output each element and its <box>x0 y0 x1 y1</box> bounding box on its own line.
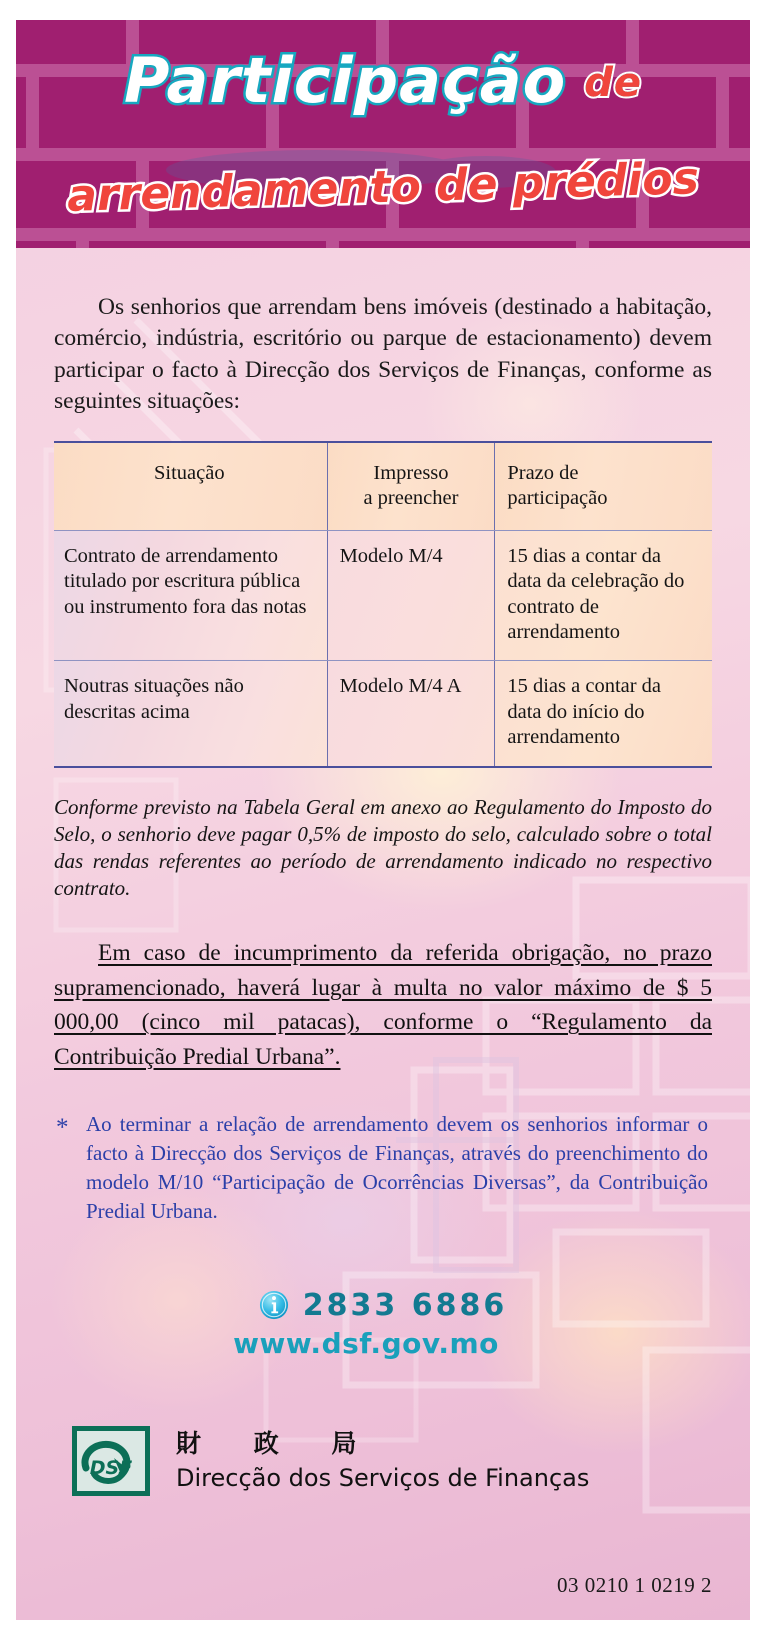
table-header-row <box>54 442 712 530</box>
table-row <box>54 530 712 661</box>
banner-title-wrap <box>16 20 750 248</box>
column-header-prazo-line1: Prazo de <box>507 462 579 484</box>
reference-code: 03 0210 1 0219 2 <box>557 1573 712 1597</box>
column-header-situacao: Situação <box>54 442 327 530</box>
info-circle-icon <box>259 1290 289 1320</box>
intro-paragraph: Os senhorios que arrendam bens imóveis (destinado a habitação, comércio, indústria, escritório ou parque de estacionamento) devem participar o facto à Direcção dos Serviços de Finanças, conforme as seguintes situações: <box>54 294 712 414</box>
poster-frame <box>16 20 750 1620</box>
footer-org-block <box>72 1426 750 1496</box>
phone-number[interactable]: 2833 6886 <box>302 1287 508 1323</box>
cell-impresso: Modelo M/4 A <box>327 661 495 767</box>
column-header-prazo-line2: participação <box>507 487 608 510</box>
poster-title-main <box>16 44 750 117</box>
svg-text:DSF: DSF <box>89 1456 133 1479</box>
cell-prazo: 15 dias a contar da data da celebração do contrato de arrendamento <box>495 530 712 661</box>
stamp-duty-note: Conforme previsto na Tabela Geral em anexo ao Regulamento do Imposto do Selo, o senhorio deve pagar 0,5% de imposto do selo, calculado sobre o total das rendas referentes ao período de arrendamento indicado no respectivo contrato. <box>54 794 712 900</box>
column-header-impresso-line2: a preencher <box>363 487 459 510</box>
dsf-logo-icon <box>72 1426 150 1496</box>
poster-title-sub: arrendamento de prédios <box>66 153 700 222</box>
poster-title-de: de <box>584 60 642 106</box>
header-banner <box>16 20 750 248</box>
info-table-head <box>54 442 712 530</box>
termination-note-text: Ao terminar a relação de arrendamento devem os senhorios informar o facto à Direcção dos Serviços de Finanças, através do preenchimento do modelo M/10 “Participação de Ocorrências Diversas”, da Contribuição Predial Urbana. <box>86 1112 708 1223</box>
cell-impresso: Modelo M/4 <box>327 530 495 661</box>
termination-note <box>56 1110 708 1226</box>
cell-prazo: 15 dias a contar da data do início do arrendamento <box>495 661 712 767</box>
poster-content <box>16 248 750 1496</box>
info-table-body <box>54 530 712 766</box>
org-names <box>176 1428 589 1494</box>
poster-title-main-text: Participação <box>124 44 567 117</box>
column-header-prazo <box>495 442 712 530</box>
info-table <box>54 441 712 768</box>
asterisk-marker: * <box>56 1114 69 1142</box>
info-table-wrap <box>54 441 712 768</box>
column-header-impresso <box>327 442 495 530</box>
website-url[interactable]: www.dsf.gov.mo <box>233 1326 499 1360</box>
cell-situacao: Contrato de arrendamento titulado por escritura pública ou instrumento fora das notas <box>54 530 327 661</box>
table-row <box>54 661 712 767</box>
cell-situacao: Noutras situações não descritas acima <box>54 661 327 767</box>
org-name-pt: Direcção dos Serviços de Finanças <box>176 1464 590 1492</box>
contact-block <box>16 1288 750 1360</box>
phone-row <box>16 1288 750 1323</box>
column-header-impresso-line1: Impresso <box>373 462 449 484</box>
penalty-note: Em caso de incumprimento da referida obrigação, no prazo supramencionado, haverá lugar à multa no valor máximo de $ 5 000,00 (cinco mil patacas), conforme o “Regulamento da Contribuição Predial Urbana”. <box>54 939 712 1070</box>
org-name-zh: 財 政 局 <box>176 1428 379 1458</box>
